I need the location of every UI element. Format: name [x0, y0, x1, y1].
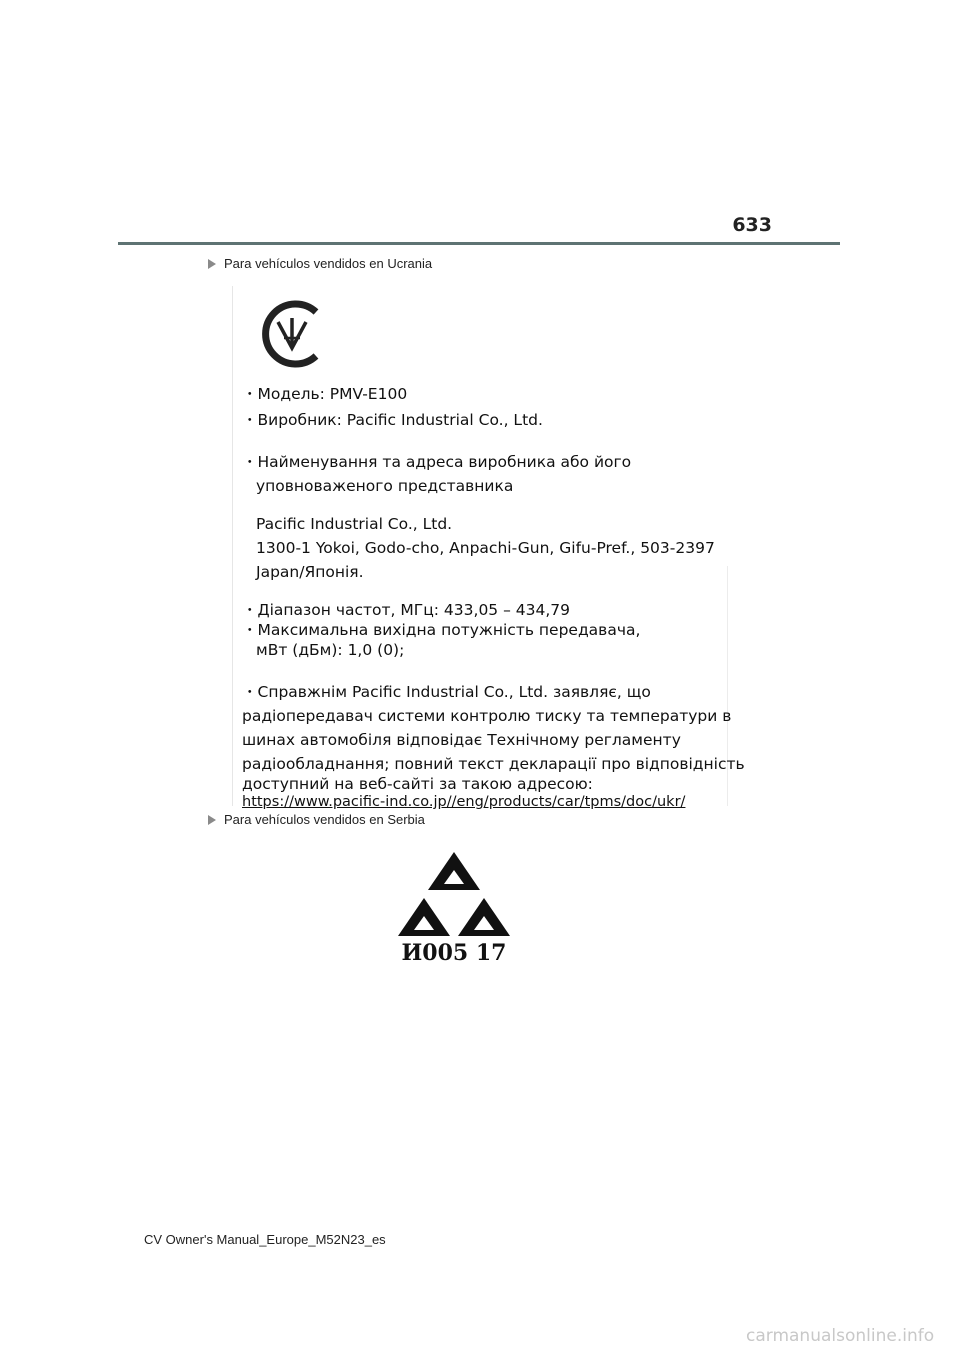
- declaration-line-4: радіообладнання; повний текст декларації про відповідність: [242, 755, 745, 773]
- page-number: 633: [732, 214, 772, 236]
- ukraine-declaration-panel: [232, 286, 745, 810]
- watermark: carmanualsonline.info: [746, 1326, 935, 1346]
- declaration-line-2: радіопередавач системи контролю тиску та температури в: [242, 707, 732, 725]
- manufacturer-line: ・Виробник: Pacific Industrial Co., Ltd.: [242, 411, 543, 429]
- declaration-line-1: ・Справжнім Pacific Industrial Co., Ltd. заявляє, що: [242, 683, 651, 701]
- section-heading-serbia: [208, 812, 425, 827]
- panel-edge: [232, 286, 233, 806]
- declaration-url[interactable]: https://www.pacific-ind.co.jp//eng/products/car/tpms/doc/ukr/: [242, 794, 686, 810]
- triangle-bullet-icon: [208, 815, 216, 825]
- footer-manual-id: CV Owner's Manual_Europe_M52N23_es: [144, 1232, 386, 1247]
- model-line: ・Модель: PMV-E100: [242, 385, 408, 403]
- max-power-line: ・Максимальна вихідна потужність передавача,: [242, 621, 641, 639]
- header-rule: [118, 242, 840, 245]
- section-heading-serbia-text: Para vehículos vendidos en Serbia: [224, 812, 425, 827]
- frequency-range-line: ・Діапазон частот, МГц: 433,05 – 434,79: [242, 601, 571, 619]
- country-line: Japan/Японія.: [256, 563, 364, 581]
- declaration-line-3: шинах автомобіля відповідає Технічному регламенту: [242, 731, 681, 749]
- declaration-line-5: доступний на веб-сайті за такою адресою:: [242, 775, 593, 793]
- serbia-mark-code: И005 17: [401, 940, 507, 966]
- section-heading-ukraine-text: Para vehículos vendidos en Ucrania: [224, 256, 433, 271]
- triangle-bullet-icon: [208, 259, 216, 269]
- representative-title-line-2: уповноваженого представника: [256, 477, 514, 495]
- representative-title-line: ・Найменування та адреса виробника або його: [242, 453, 632, 471]
- address-line: 1300-1 Yokoi, Godo-cho, Anpachi-Gun, Gifu-Pref., 503-2397: [256, 539, 715, 557]
- company-name-line: Pacific Industrial Co., Ltd.: [256, 515, 453, 533]
- section-heading-ukraine: [208, 256, 432, 271]
- ukrsepro-conformity-mark-icon: [256, 298, 328, 370]
- max-power-value-line: мВт (дБм): 1,0 (0);: [256, 641, 405, 659]
